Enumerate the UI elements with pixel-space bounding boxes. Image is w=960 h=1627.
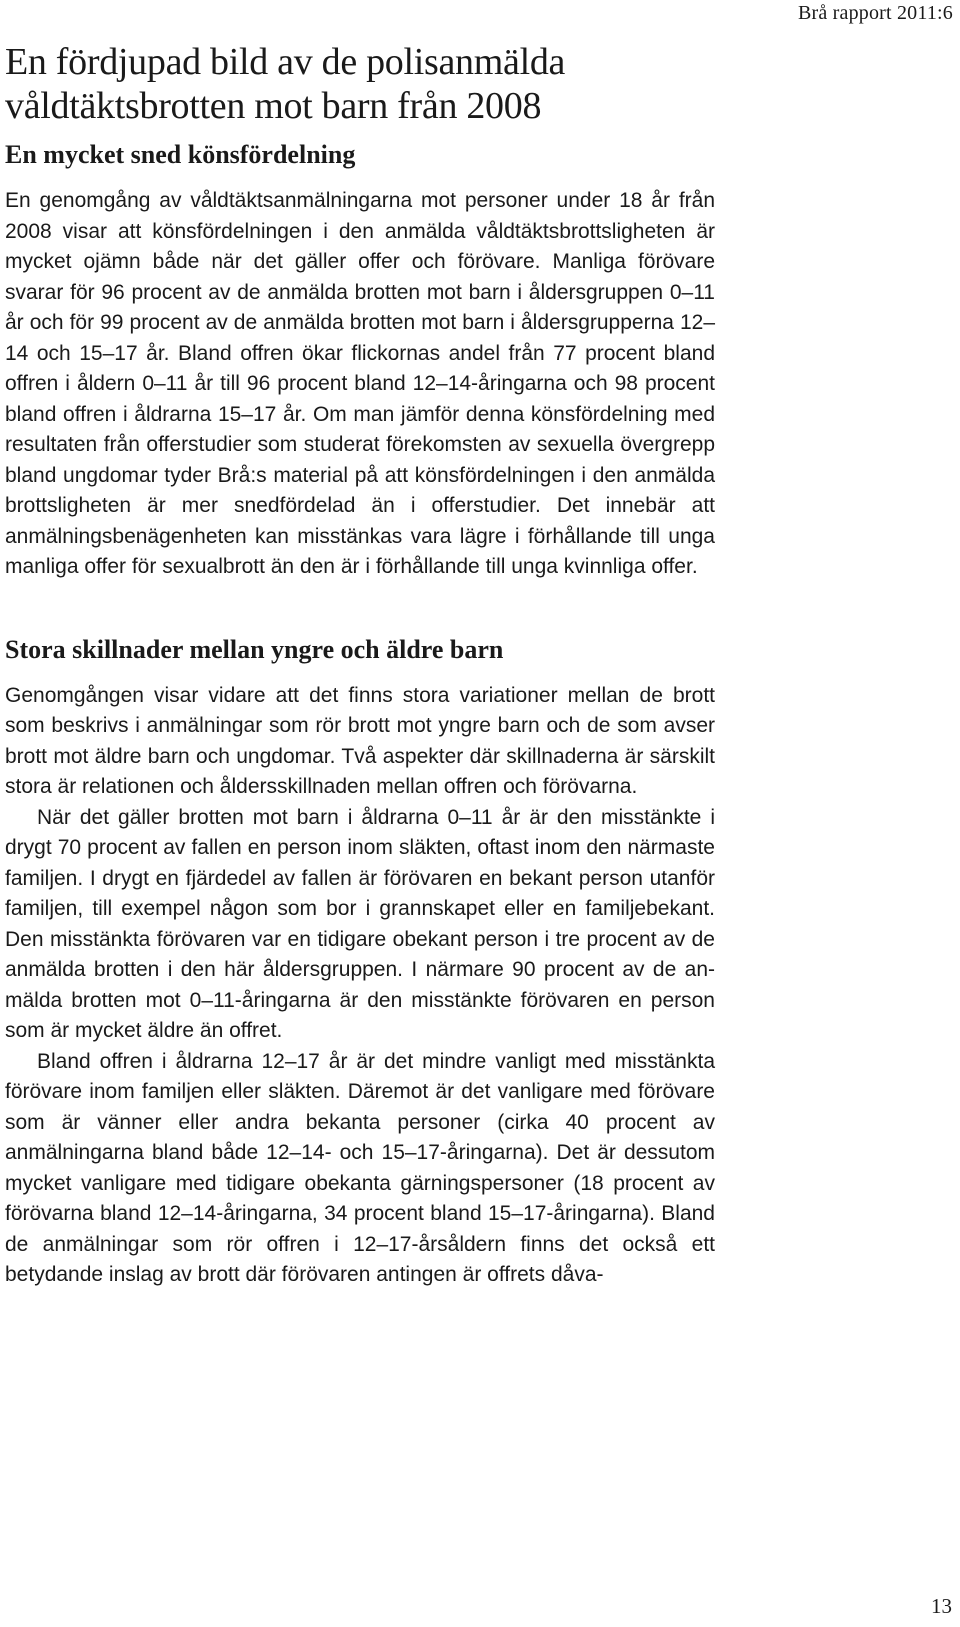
article — [5, 40, 715, 1291]
page-number: 13 — [931, 1594, 952, 1618]
section-gender-paragraph: En genomgång av våldtäktsanmälningarna mot personer under 18 år från 2008 visar att könsfördelningen i den anmälda våldtäktsbrottsligheten är mycket ojämn både när det gäller offer och förövare. Manliga förövare svarar för 96 procent av de anmälda brotten mot barn i åldersgruppen 0–11 år och för 99 procent av de anmälda brotten mot barn i åldersgrupperna 12–14 och 15–17 år. Bland offren ökar flickornas andel från 77 procent bland offren i åldern 0–11 år till 96 procent bland 12–14-åringarna och 98 procent bland offren i åldrarna 15–17 år. Om man jämför denna könsfördelning med resultaten från offerstudier som studerat förekomsten av sexuella övergrepp bland ungdomar tyder Brå:s material på att könsfördelningen i den anmälda brottsligheten är mer snedfördelad än i offerstudier. Det innebär att anmälningsbenägenheten kan misstänkas vara lägre i förhållande till unga manliga offer för sexualbrott än den är i förhållande till unga kvinnliga offer. — [5, 189, 715, 578]
article-title-line-2: våldtäktsbrotten mot barn från 2008 — [5, 85, 542, 127]
section-age-paragraph-3: Bland offren i åldrarna 12–17 år är det mindre vanligt med misstänkta förövare inom familjen eller släkten. Däremot är det vanligare med förövare som är vänner eller andra bekanta personer (cirka 40 procent av anmälningarna bland både 12–14- och 15–17-åringarna). Det är dessutom mycket vanligare med tidigare obekanta gärningspersoner (18 procent av förövarna bland 12–14-åringarna, 34 procent bland 15–17-åringarna). Bland de anmälningar som rör offren i 12–17-årsåldern finns det också ett betydande inslag av brott där förövaren antingen är offrets dåva- — [5, 1049, 715, 1286]
article-title-line-1: En fördjupad bild av de polisanmälda — [5, 41, 566, 83]
section-heading-age-differences: Stora skillnader mellan yngre och äldre barn — [5, 634, 504, 664]
section-age-paragraph-2: När det gäller brotten mot barn i åldrarna 0–11 år är den misstänkte i drygt 70 procent av fallen en person inom släkten, oftast inom den närmaste familjen. I drygt en fjärdedel av fallen är förövaren en bekant person utanför familjen, till exempel någon som bor i grannskapet eller en familjebekant. Den misstänkta förövaren var en tidigare obekant person i tre procent av de anmälda brotten i den här åldersgruppen. I närmare 90 procent av de anmälda brotten mot 0–11-åringarna är den misstänkte förövaren en person som är mycket äldre än offret. — [5, 805, 715, 1042]
report-header: Brå rapport 2011:6 — [797, 2, 953, 24]
section-age-paragraph-1: Genomgången visar vidare att det finns stora variationer mellan de brott som beskrivs i anmälningar som rör brott mot yngre barn och de som avser brott mot äldre barn och ungdomar. Två aspekter där skillnaderna är särskilt stora är relationen och åldersskillnaden mellan offren och förövarna. — [5, 683, 715, 798]
section-gender-body — [5, 186, 715, 583]
article-title — [5, 40, 715, 128]
section-age-body — [5, 681, 715, 1291]
section-heading-gender: En mycket sned könsfördelning — [5, 140, 356, 169]
